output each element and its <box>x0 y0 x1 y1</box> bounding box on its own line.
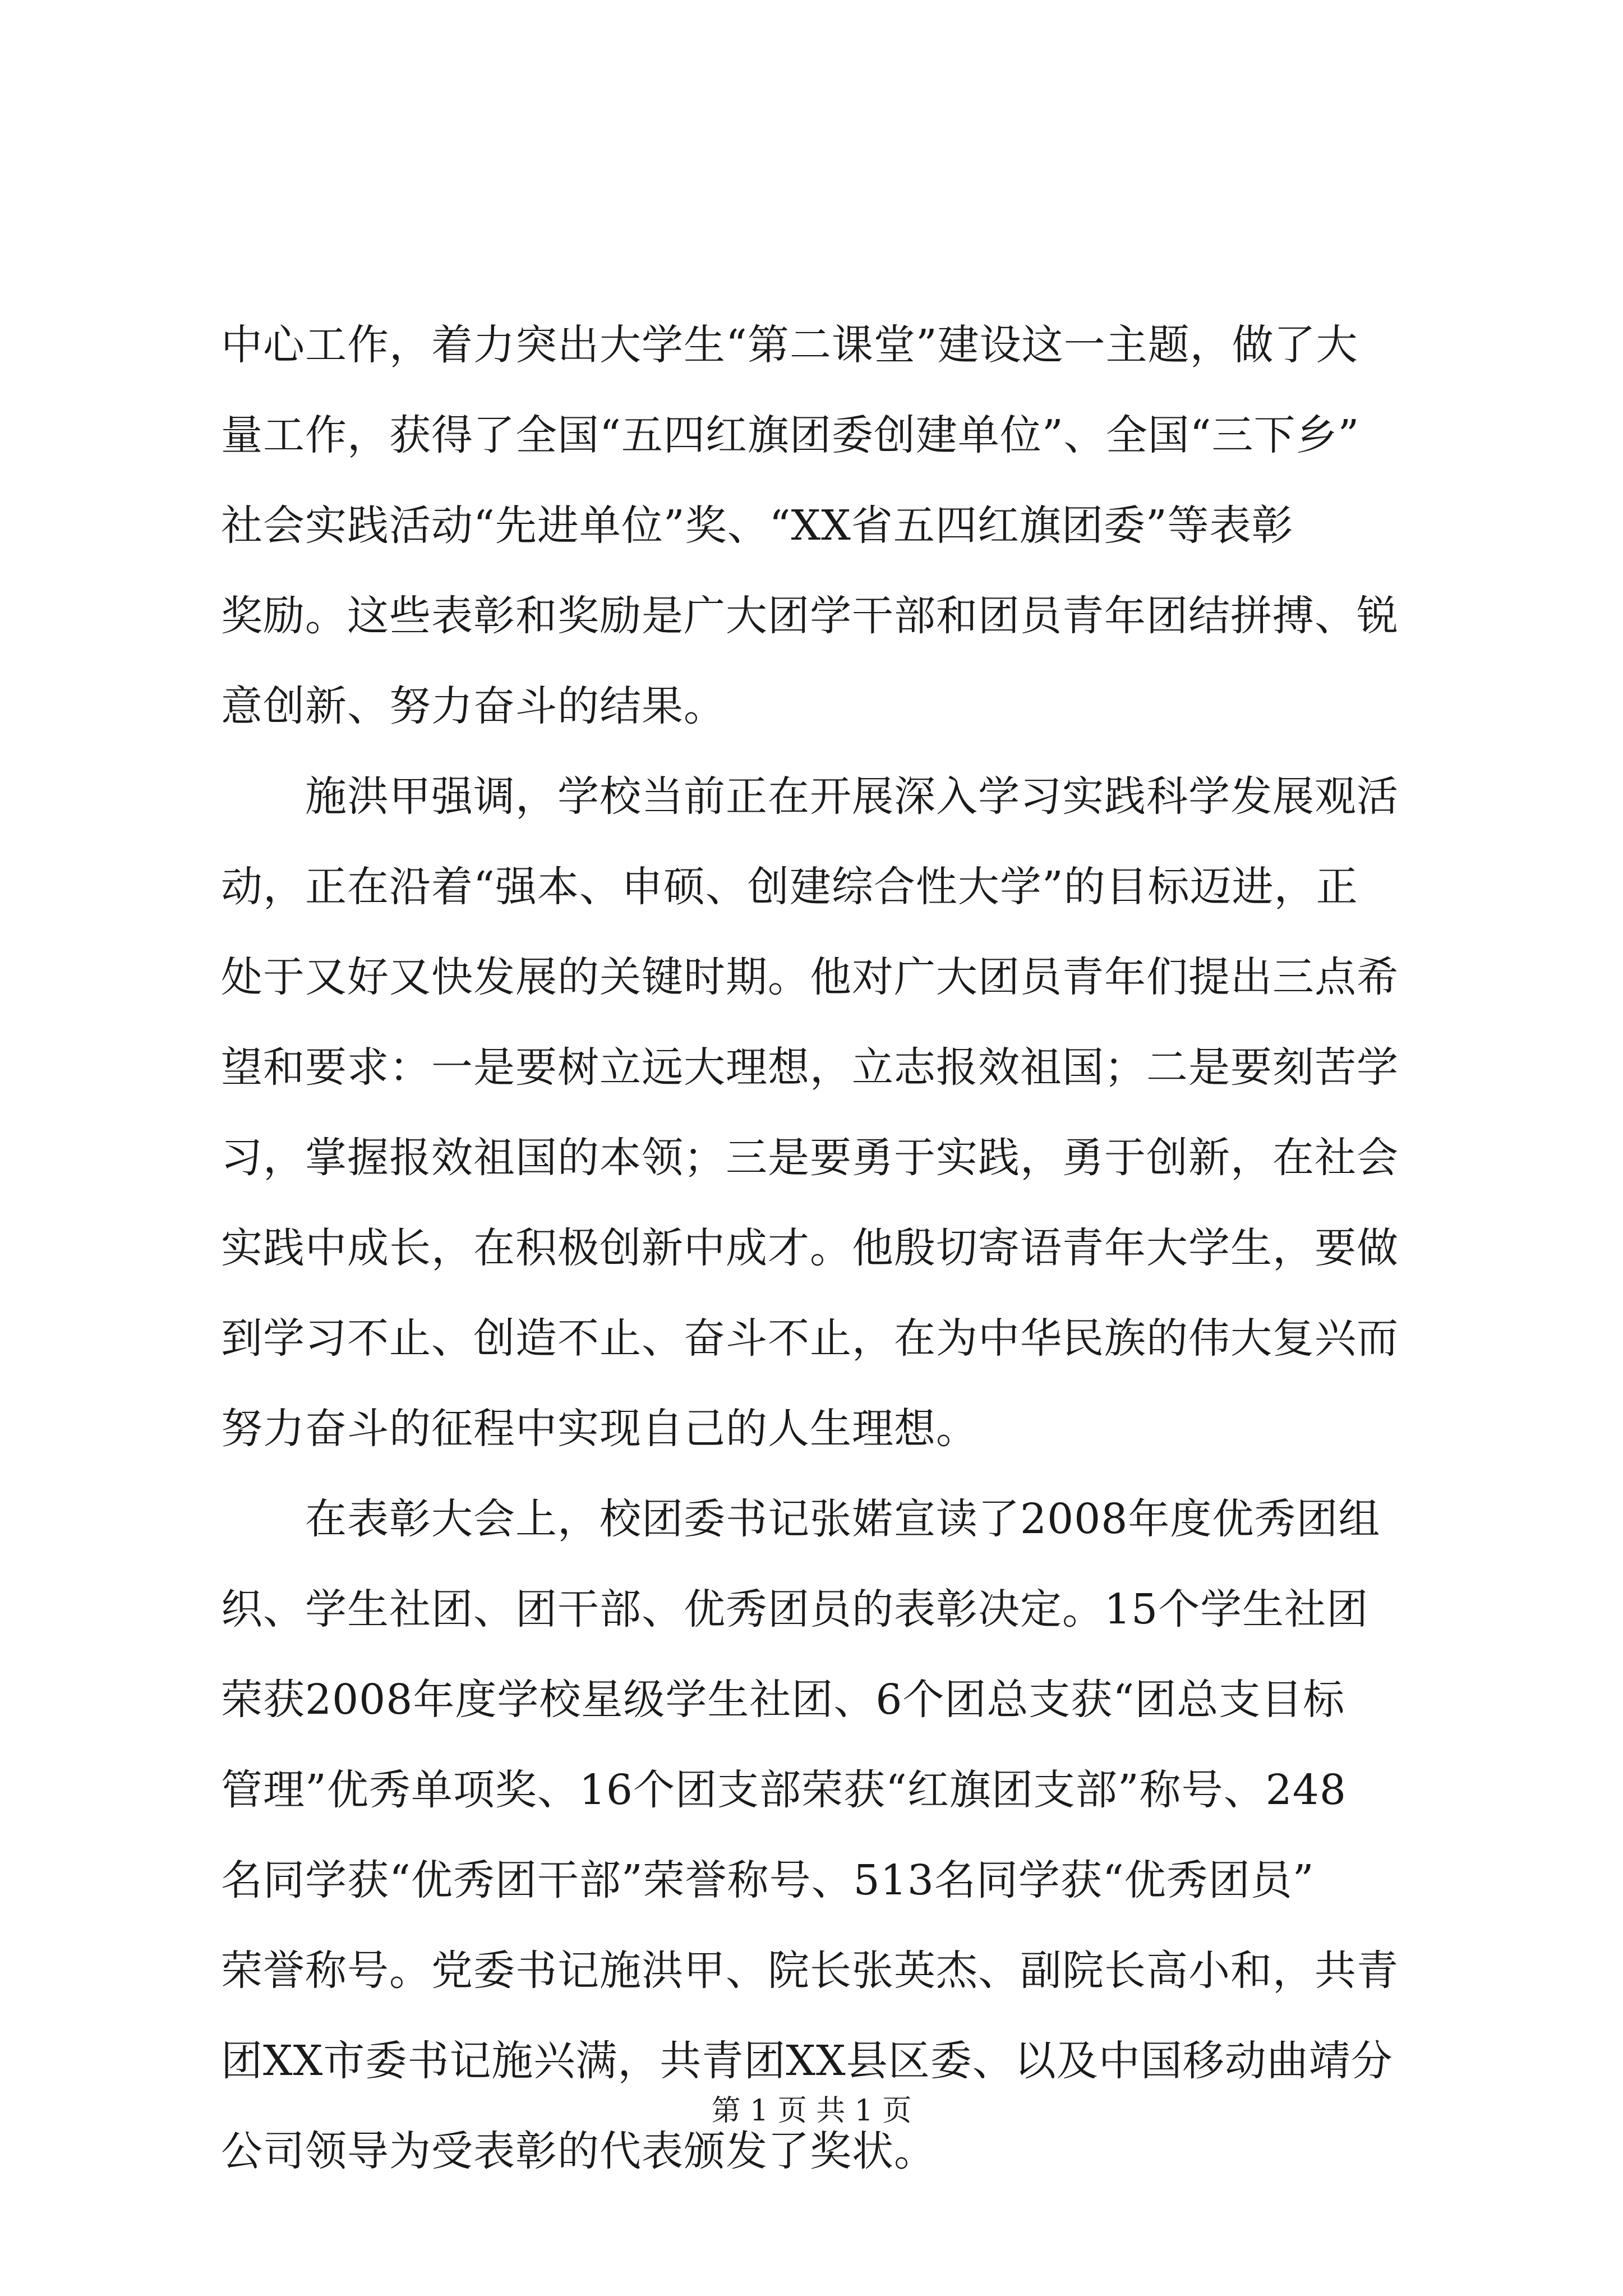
text-line: 习，掌握报效祖国的本领；三是要勇于实践，勇于创新，在社会 <box>221 1134 1399 1182</box>
document-body <box>221 300 1424 2197</box>
text-line: 实践中成长，在积极创新中成才。他殷切寄语青年大学生，要做 <box>221 1224 1399 1272</box>
text-line: 量工作，获得了全国“五四红旗团委创建单位”、全国“三下乡” <box>221 411 1360 459</box>
text-line: 施洪甲强调，学校当前正在开展深入学习实践科学发展观活 <box>221 772 1399 821</box>
text-line: 管理”优秀单项奖、16个团支部荣获“红旗团支部”称号、248 <box>221 1766 1347 1814</box>
text-line: 望和要求：一是要树立远大理想，立志报效祖国；二是要刻苦学 <box>221 1043 1399 1092</box>
text-line: 处于又好又快发展的关键时期。他对广大团员青年们提出三点希 <box>221 953 1399 1001</box>
text-line: 荣誉称号。党委书记施洪甲、院长张英杰、副院长高小和，共青 <box>221 1947 1399 1995</box>
text-line: 荣获2008年度学校星级学生社团、6个团总支获“团总支目标 <box>221 1676 1345 1724</box>
text-line: 团XX市委书记施兴满，共青团XX县区委、以及中国移动曲靖分 <box>221 2037 1393 2085</box>
text-line: 努力奋斗的征程中实现自己的人生理想。 <box>221 1405 978 1453</box>
text-line: 动，正在沿着“强本、申硕、创建综合性大学”的目标迈进，正 <box>221 863 1358 911</box>
text-line: 社会实践活动“先进单位”奖、“XX省五四红旗团委”等表彰 <box>221 501 1294 550</box>
page-number-footer: 第 1 页 共 1 页 <box>711 2094 912 2128</box>
text-line: 在表彰大会上，校团委书记张婼宣读了2008年度优秀团组 <box>221 1495 1381 1543</box>
text-line: 奖励。这些表彰和奖励是广大团学干部和团员青年团结拼搏、锐 <box>221 592 1399 640</box>
text-line: 到学习不止、创造不止、奋斗不止，在为中华民族的伟大复兴而 <box>221 1314 1399 1363</box>
text-line: 意创新、努力奋斗的结果。 <box>221 682 726 730</box>
text-line: 名同学获“优秀团干部”荣誉称号、513名同学获“优秀团员” <box>221 1856 1315 1904</box>
text-line: 中心工作，着力突出大学生“第二课堂”建设这一主题，做了大 <box>221 321 1358 369</box>
text-line: 织、学生社团、团干部、优秀团员的表彰决定。15个学生社团 <box>221 1585 1369 1634</box>
text-line: 公司领导为受表彰的代表颁发了奖状。 <box>221 2127 936 2175</box>
